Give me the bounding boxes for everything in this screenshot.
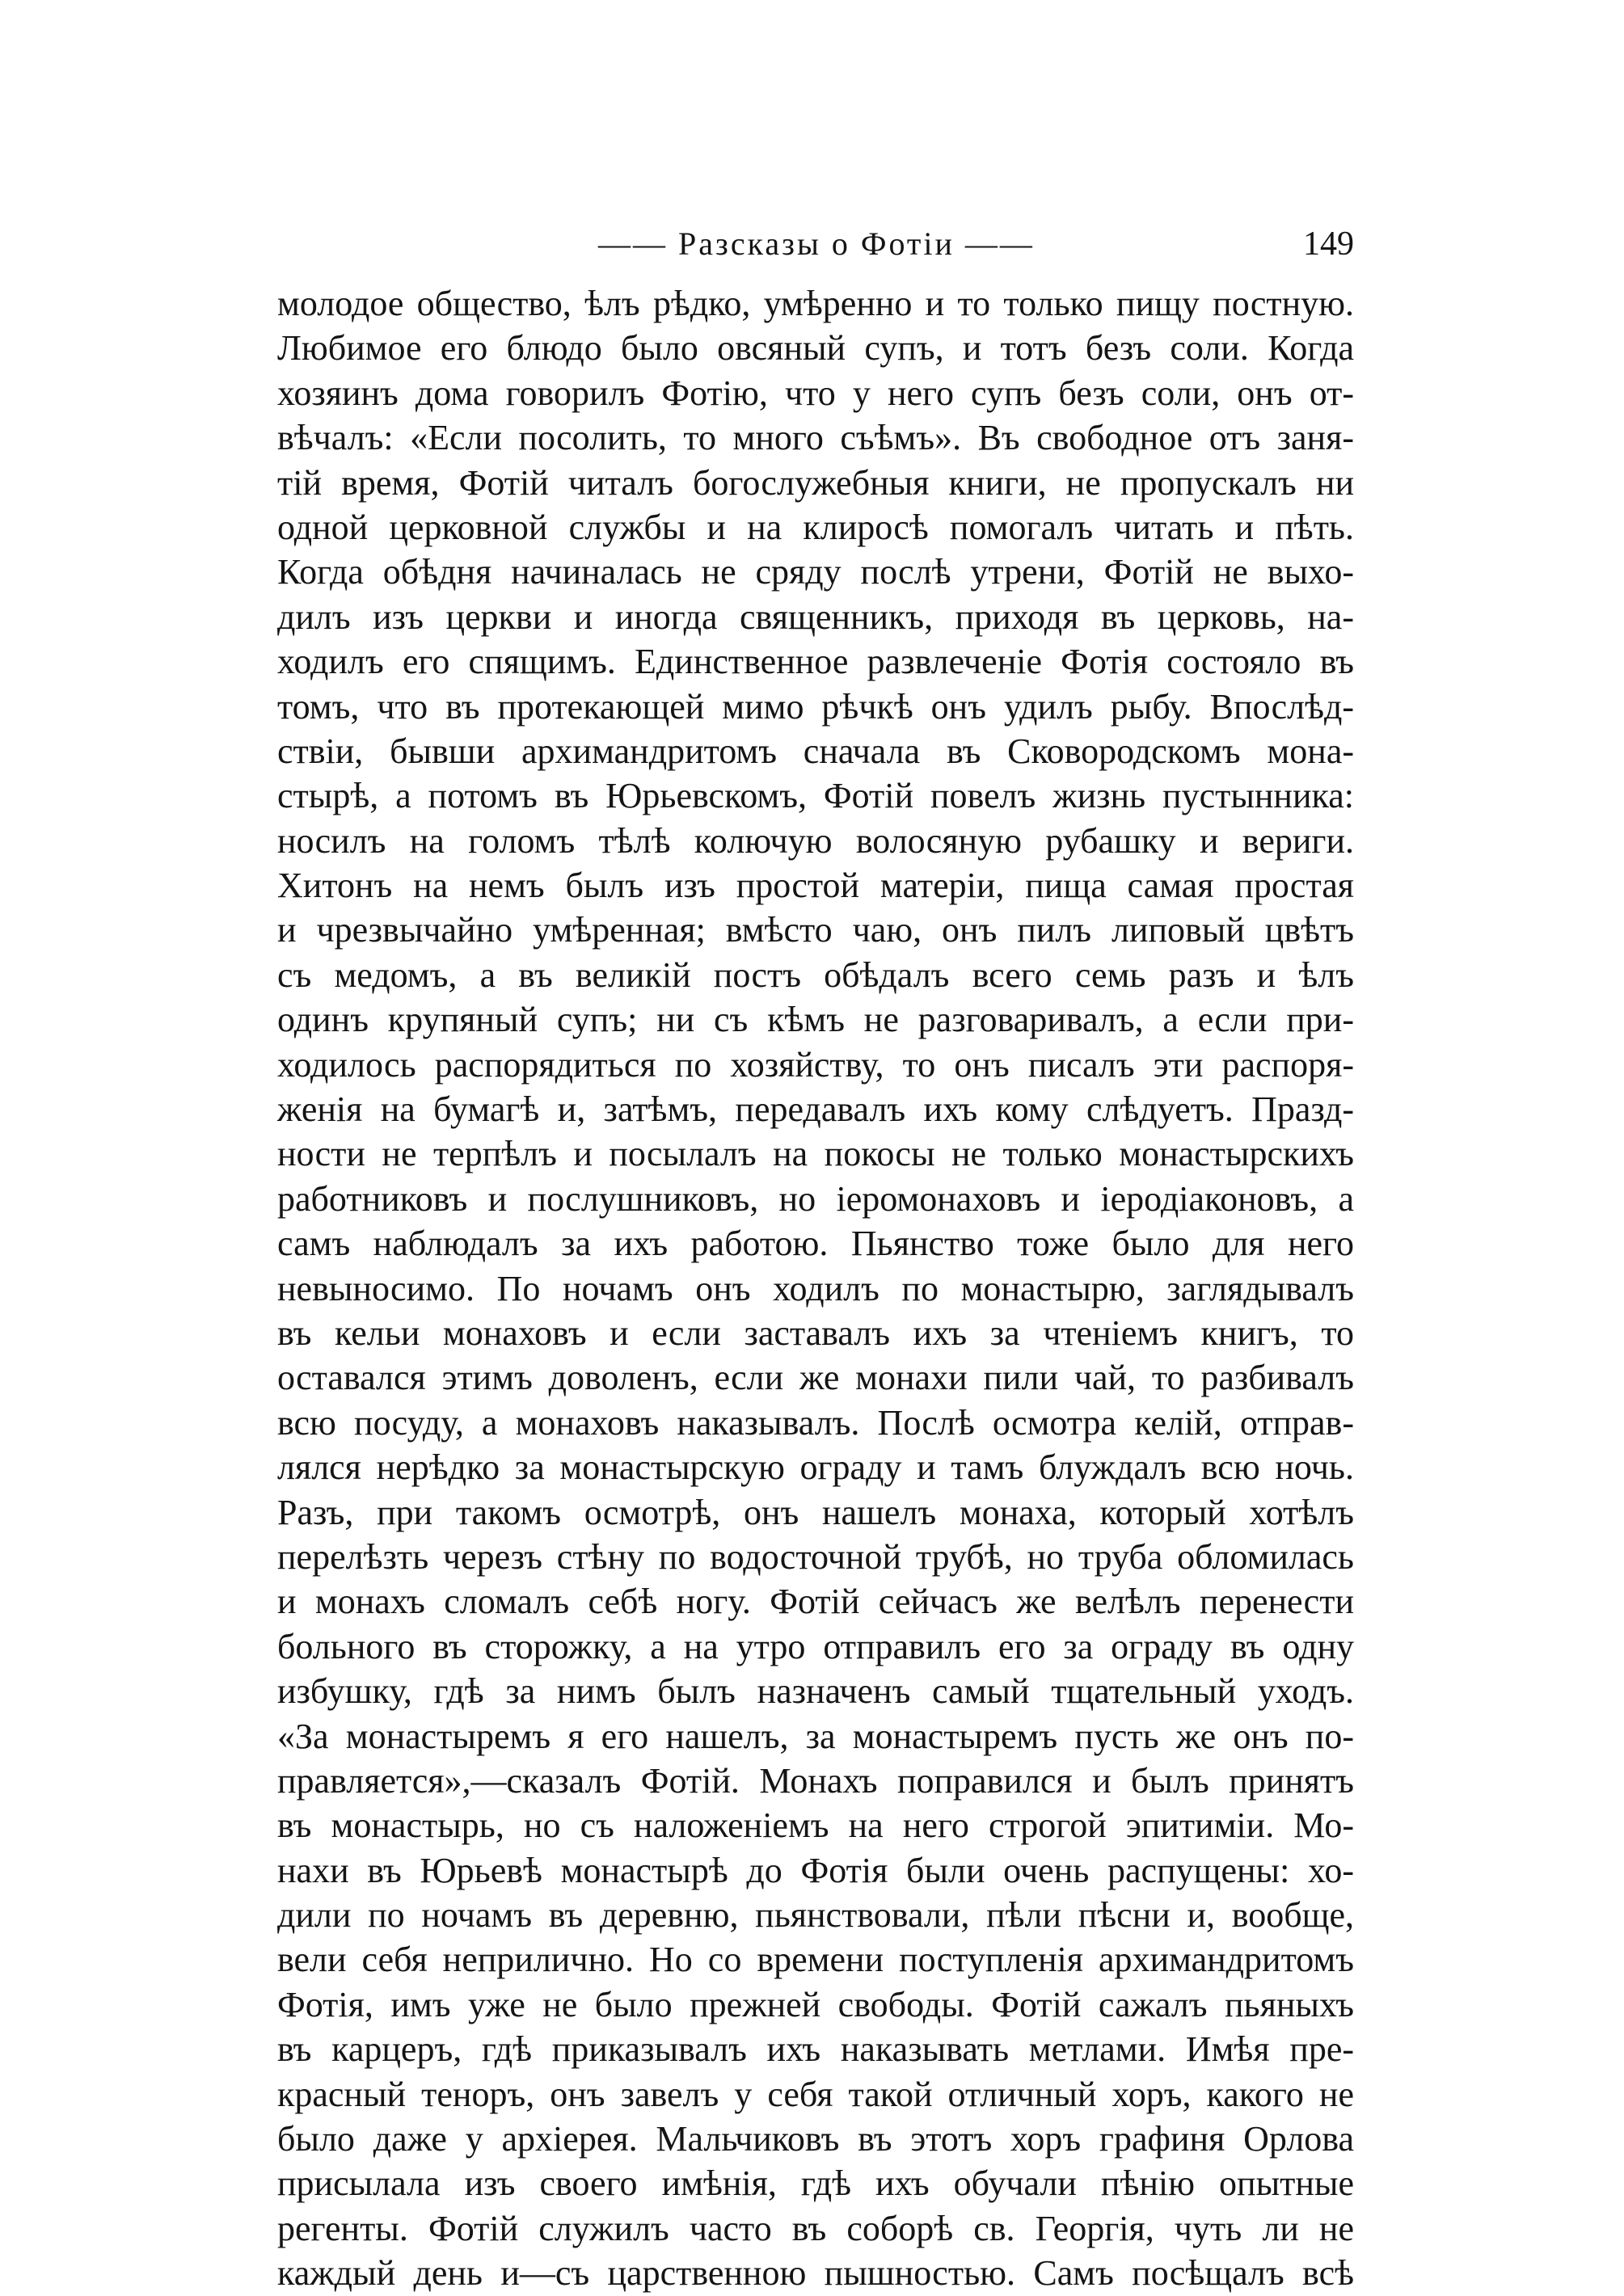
text-line: молодое общество, ѣлъ рѣдко, умѣренно и то только пищу постную.	[277, 284, 1354, 323]
text-line: въ карцеръ, гдѣ приказывалъ ихъ наказывать метлами. Имѣя пре-	[277, 2029, 1354, 2070]
text-line: больного въ сторожку, а на утро отправилъ его за ограду въ одну	[277, 1626, 1354, 1666]
text-line: Фотія, имъ уже не было прежней свободы. Фотій сажалъ пьяныхъ	[277, 1984, 1354, 2024]
text-line: перелѣзть черезъ стѣну по водосточной трубѣ, но труба обломилась	[277, 1536, 1354, 1577]
text-line: самъ наблюдалъ за ихъ работою. Пьянство тоже было для него	[277, 1224, 1354, 1264]
text-line: дили по ночамъ въ деревню, пьянствовали, пѣли пѣсни и, вообще,	[277, 1895, 1354, 1936]
text-line: Любимое его блюдо было овсяный супъ, и тотъ безъ соли. Когда	[277, 328, 1354, 369]
running-head	[279, 220, 1354, 268]
running-title: —— Разсказы о Фотіи ——	[598, 225, 1035, 262]
text-line: лялся нерѣдко за монастырскую ограду и тамъ блуждалъ всю ночь.	[277, 1447, 1354, 1488]
text-line: въ кельи монаховъ и если заставалъ ихъ за чтеніемъ книгъ, то	[277, 1312, 1354, 1353]
text-line: нахи въ Юрьевѣ монастырѣ до Фотія были очень распущены: хо-	[277, 1850, 1354, 1890]
text-line: въ монастырь, но съ наложеніемъ на него строгой эпитиміи. Мо-	[277, 1805, 1354, 1846]
text-line: ствіи, бывши архимандритомъ сначала въ Сковородскомъ мона-	[277, 731, 1354, 771]
text-line: вели себя неприлично. Но со времени поступленія архимандритомъ	[277, 1940, 1354, 1980]
text-line: Разъ, при такомъ осмотрѣ, онъ нашелъ монаха, который хотѣлъ	[277, 1492, 1354, 1532]
text-line: оставался этимъ доволенъ, если же монахи пили чай, то разбивалъ	[277, 1358, 1354, 1398]
text-line: дилъ изъ церкви и иногда священникъ, приходя въ церковь, на-	[277, 596, 1354, 637]
text-line: одной церковной службы и на клиросѣ помогалъ читать и пѣть.	[277, 507, 1354, 547]
text-line: носилъ на голомъ тѣлѣ колючую волосяную рубашку и вериги.	[277, 820, 1354, 861]
text-line: всю посуду, а монаховъ наказывалъ. Послѣ осмотра келій, отправ-	[277, 1402, 1354, 1443]
text-line: и монахъ сломалъ себѣ ногу. Фотій сейчасъ же велѣлъ перенести	[277, 1582, 1354, 1622]
text-line: и чрезвычайно умѣренная; вмѣсто чаю, онъ пилъ липовый цвѣтъ	[277, 910, 1354, 950]
text-line: съ медомъ, а въ великій постъ обѣдалъ всего семь разъ и ѣлъ	[277, 954, 1354, 995]
text-line: присылала изъ своего имѣнія, гдѣ ихъ обучали пѣнію опытные	[277, 2163, 1354, 2204]
text-line: одинъ крупяный супъ; ни съ кѣмъ не разговаривалъ, а если при-	[277, 1000, 1354, 1040]
text-line: ности не терпѣлъ и посылалъ на покосы не только монастырскихъ	[277, 1134, 1354, 1174]
text-line: Хитонъ на немъ былъ изъ простой матеріи, пища самая простая	[277, 866, 1354, 906]
text-line: вѣчалъ: «Если посолить, то много съѣмъ». Въ свободное отъ заня-	[277, 418, 1354, 458]
text-line: стырѣ, а потомъ въ Юрьевскомъ, Фотій повелъ жизнь пустынника:	[277, 776, 1354, 816]
text-line: томъ, что въ протекающей мимо рѣчкѣ онъ удилъ рыбу. Впослѣд-	[277, 686, 1354, 727]
text-line: тій время, Фотій читалъ богослужебныя книги, не пропускалъ ни	[277, 462, 1354, 503]
text-line: невыносимо. По ночамъ онъ ходилъ по монастырю, заглядывалъ	[277, 1268, 1354, 1308]
body-text	[277, 281, 1354, 2296]
text-line: красный теноръ, онъ завелъ у себя такой отличный хоръ, какого не	[277, 2074, 1354, 2114]
text-line: «За монастыремъ я его нашелъ, за монастыремъ пусть же онъ по-	[277, 1716, 1354, 1756]
text-line: избушку, гдѣ за нимъ былъ назначенъ самый тщательный уходъ.	[277, 1671, 1354, 1712]
text-line: работниковъ и послушниковъ, но іеромонаховъ и іеродіаконовъ, а	[277, 1178, 1354, 1219]
text-line: каждый день и—съ царственною пышностью. Самъ посѣщалъ всѣ	[277, 2253, 1354, 2294]
text-line: хозяинъ дома говорилъ Фотію, что у него супъ безъ соли, онъ от-	[277, 373, 1354, 413]
text-line: было даже у архіерея. Мальчиковъ въ этотъ хоръ графиня Орлова	[277, 2119, 1354, 2159]
text-line: женія на бумагѣ и, затѣмъ, передавалъ ихъ кому слѣдуетъ. Празд-	[277, 1089, 1354, 1130]
text-line: Когда обѣдня начиналась не сряду послѣ утрени, Фотій не выхо-	[277, 552, 1354, 592]
page-number: 149	[1303, 225, 1354, 263]
text-line: ходилъ его спящимъ. Единственное развлеченіе Фотія состояло въ	[277, 642, 1354, 682]
text-line: ходилось распорядиться по хозяйству, то онъ писалъ эти распоря-	[277, 1044, 1354, 1085]
text-line: правляется»,—сказалъ Фотій. Монахъ поправился и былъ принятъ	[277, 1760, 1354, 1801]
text-line: регенты. Фотій служилъ часто въ соборѣ св. Георгія, чуть ли не	[277, 2208, 1354, 2248]
